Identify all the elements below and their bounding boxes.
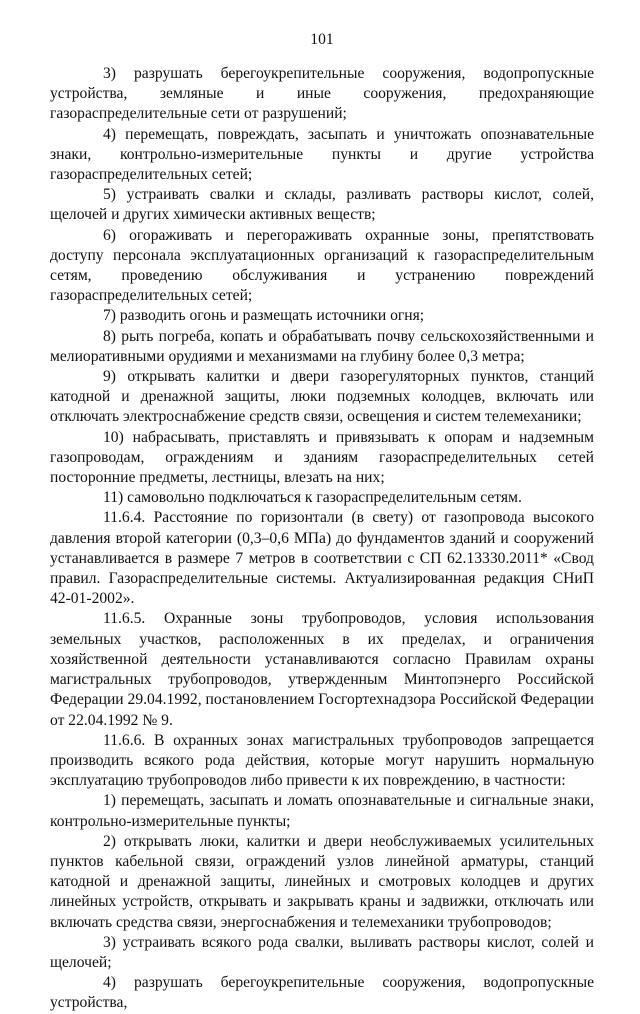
paragraph: 10) набрасывать, приставлять и привязывать к опорам и надземным газопроводам, ограждениям и зданиям газораспределительных сетей посторонние предметы, лестницы, влезать на них; — [50, 428, 594, 487]
paragraph: 1) перемещать, засыпать и ломать опознавательные и сигнальные знаки, контрольно-измерительные пункты; — [50, 792, 594, 830]
paragraph: 7) разводить огонь и размещать источники огня; — [103, 307, 425, 325]
paragraph: 2) открывать люки, калитки и двери необслуживаемых усилительных пунктов кабельной связи, ограждений узлов линейной арматуры, станций катодной и дренажной защиты, линейных и смотровых колодцев и других линейных устройств, открывать и закрывать краны и задвижки, отключать или включать средства связи, энергоснабжения и телемеханики трубопроводов; — [50, 832, 594, 931]
paragraph: 9) открывать калитки и двери газорегуляторных пунктов, станций катодной и дренажной защиты, люки подземных колодцев, включать или отключать электроснабжение средств связи, освещения и систем телемеханики; — [50, 368, 594, 426]
paragraph: 4) разрушать берегоукрепительные сооружения, водопропускные устройства, — [50, 974, 594, 1012]
paragraph: 11) самовольно подключаться к газораспределительным сетям. — [103, 489, 522, 507]
paragraph: 6) огораживать и перегораживать охранные зоны, препятствовать доступу персонала эксплуатационных организаций к газораспределительным сетям, проведению обслуживания и устранению повреждений газораспределительных сетей; — [50, 226, 594, 305]
paragraph: 5) устраивать свалки и склады, разливать растворы кислот, солей, щелочей и других химически активных веществ; — [50, 186, 594, 224]
paragraph: 11.6.5. Охранные зоны трубопроводов, условия использования земельных участков, расположенных в их пределах, и ограничения хозяйственной деятельности устанавливаются согласно Правилам охраны магистральных трубопроводов, утвержденным Минтопэнерго Российской Федерации 29.04.1992, постановлением Госгортехнадзора Российской Федерации от 22.04.1992 № 9. — [50, 610, 595, 729]
paragraph: 11.6.6. В охранных зонах магистральных трубопроводов запрещается производить всякого рода действия, которые могут нарушить нормальную эксплуатацию трубопроводов либо привести к их повреждению, в частности: — [50, 731, 594, 790]
page-number: 101 — [310, 31, 334, 48]
paragraph: 8) рыть погреба, копать и обрабатывать почву сельскохозяйственными и мелиоративными орудиями и механизмами на глубину более 0,3 метра; — [50, 327, 594, 365]
paragraph: 4) перемещать, повреждать, засыпать и уничтожать опознавательные знаки, контрольно-измерительные пункты и другие устройства газораспределительных сетей; — [50, 125, 594, 184]
paragraph: 3) разрушать берегоукрепительные сооружения, водопропускные устройства, земляные и иные сооружения, предохраняющие газораспределительные сети от разрушений; — [50, 65, 594, 123]
paragraph: 11.6.4. Расстояние по горизонтали (в свету) от газопровода высокого давления второй категории (0,3–0,6 МПа) до фундаментов зданий и сооружений устанавливается в размере 7 метров в соответствии с СП 62.13330.2011* «Свод правил. Газораспределительные системы. Актуализированная редакция СНиП 42-01-2002». — [50, 509, 594, 608]
paragraph: 3) устраивать всякого рода свалки, выливать растворы кислот, солей и щелочей; — [50, 933, 594, 971]
